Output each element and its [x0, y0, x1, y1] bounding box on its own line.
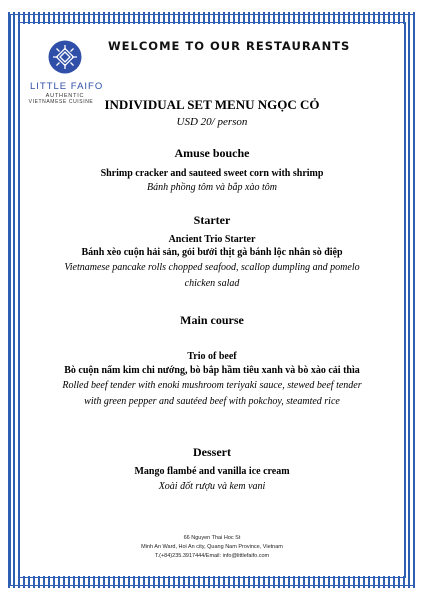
dish-main-vn: Bò cuộn nấm kim chi nướng, bò bắp hầm tiêu xanh và bò xào cải thìa [64, 365, 360, 376]
dish-main-name: Trio of beef [187, 351, 237, 362]
logo [28, 40, 104, 105]
footer-address [60, 534, 364, 561]
dish-dessert-vn: Xoài đốt rượu và kem vani [158, 481, 266, 492]
dish-amuse-vn: Bánh phồng tôm và bắp xào tôm [147, 182, 277, 193]
menu-price: USD 20/ person [176, 116, 248, 128]
menu-title: INDIVIDUAL SET MENU NGỌC CỎ [104, 97, 320, 112]
dish-starter-desc-line1: Vietnamese pancake rolls chopped seafood, scallop dumpling and pomelo [64, 262, 360, 273]
welcome-heading: WELCOME TO OUR RESTAURANTS [108, 39, 351, 53]
dish-starter-name: Ancient Trio Starter [168, 234, 256, 245]
dish-starter-desc-line2: chicken salad [184, 278, 240, 289]
brand-tagline-1: AUTHENTIC [45, 93, 85, 99]
section-title-main: Main course [180, 313, 244, 327]
dish-dessert-en: Mango flambé and vanilla ice cream [134, 466, 290, 477]
section-title-dessert: Dessert [193, 445, 231, 459]
dish-starter-desc [40, 260, 384, 292]
footer-line-1: 66 Nguyen Thai Hoc St [183, 535, 241, 541]
brand-tagline-2: VIETNAMESE CUISINE [28, 99, 94, 105]
footer-line-2: Minh An Ward, Hoi An city, Quang Nam Province, Vietnam [141, 544, 283, 550]
dish-starter-vn: Bánh xèo cuộn hải sản, gỏi bưởi thịt gà bánh lộc nhân sò điệp [81, 247, 343, 258]
dish-main-desc-line2: with green pepper and sautéed beef with pokchoy, steamted rice [84, 396, 340, 407]
dish-main-desc-line1: Rolled beef tender with enoki mushroom teriyaki sauce, stewed beef tender [62, 380, 362, 391]
brand-name: LITTLE FAIFO [30, 81, 104, 92]
footer-line-3: T.(+84)235.3917444/Email: info@littlefaifo.com [154, 553, 270, 559]
section-title-starter: Starter [193, 213, 231, 227]
knot-medallion-icon [48, 40, 82, 74]
dish-amuse-en: Shrimp cracker and sauteed sweet corn with shrimp [100, 168, 324, 179]
dish-main-desc [40, 378, 384, 410]
section-title-amuse: Amuse bouche [174, 146, 250, 160]
